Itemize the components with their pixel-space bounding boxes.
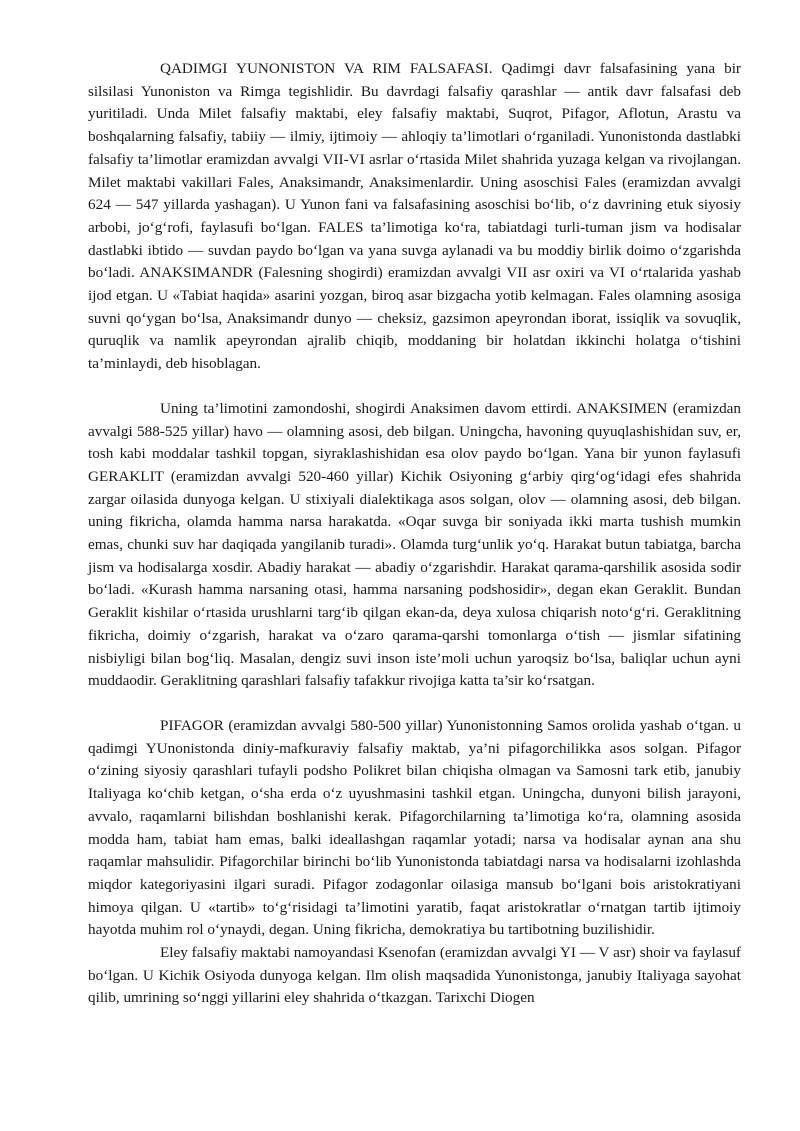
paragraph-greek-roman-philosophy: QADIMGI YUNONISTON VA RIM FALSAFASI. Qadimgi davr falsafasining yana bir silsilasi Yunoniston va Rimga tegishlidir. Bu davrdagi falsafiy qarashlar — antik davr falsafasi deb yuritiladi. Unda Milet falsafiy maktabi, eley falsafiy maktabi, Suqrot, Pifagor, Aflotun, Arastu va boshqalarning falsafiy, tabiiy — ilmiy, ijtimoiy — ahloqiy ta’limotlari o‘rganiladi. Yunonistonda dastlabki falsafiy ta’limotlar eramizdan avvalgi VII-VI asrlar o‘rtasida Milet shahrida yuzaga kelgan va rivojlangan. Milet maktabi vakillari Fales, Anaksimandr, Anaksimenlardir. Uning asoschisi Fales (eramizdan avvalgi 624 — 547 yillarda yashagan). U Yunon fani va falsafasining asoschisi bo‘lib, o‘z davrining etuk siyosiy arbobi, jo‘g‘rofi, faylasufi bo‘lgan. FALES ta’limotiga ko‘ra, tabiatdagi turli-tuman jism va hodisalar dastlabki ibtido — suvdan paydo bo‘lgan va yana suvga aylanadi va bu moddiy birlik doimo o‘zgarishda bo‘ladi. ANAKSIMANDR (Falesning shogirdi) eramizdan avvalgi VII asr oxiri va VI o‘rtalarida yashab ijod etgan. U «Tabiat haqida» asarini yozgan, biroq asar bizgacha yotib kelmagan. Fales olamning asosiga suvni qo‘ygan bo‘lsa, Anaksimandr dunyo — cheksiz, gazsimon apeyrondan iborat, issiqlik va sovuqlik, quruqlik va namlik apeyrondan ajralib chiqib, moddaning bir holatdan ikkinchi holatga o‘tishini ta’minlaydi, deb hisoblagan. [88,60,741,373]
paragraph-anaksimen-geraklit: Uning ta’limotini zamondoshi, shogirdi Anaksimen davom ettirdi. ANAKSIMEN (eramizdan avvalgi 588-525 yillar) havo — olamning asosi, deb bilgan. Uningcha, havoning quyuqlashishidan suv, er, tosh kabi moddalar tashkil topgan, siyraklashishidan esa olov paydo bo‘lgan. Yana bir yunon faylasufi GERAKLIT (eramizdan avvalgi 520-460 yillar) Kichik Osiyoning g‘arbiy qirg‘og‘idagi efes shahrida zargar oilasida dunyoga kelgan. U stixiyali dialektikaga asos solgan, olov — olamning asosi, deb bilgan. uning fikricha, olamda hamma narsa harakatda. «Oqar suvga bir soniyada ikki marta tushish mumkin emas, chunki suv har daqiqada yangilanib turadi». Olamda turg‘unlik yo‘q. Harakat butun tabiatga, barcha jism va hodisalarga xosdir. Abadiy harakat — abadiy o‘zgarishdir. Harakat qarama-qarshilik asosida sodir bo‘ladi. «Kurash hamma narsaning otasi, hamma narsaning podshosidir», degan ekan Geraklit. Bundan Geraklit kishilar o‘rtasida urushlarni targ‘ib qilgan ekan-da, deya xulosa chiqarish noto‘g‘ri. Geraklitning fikricha, doimiy o‘zgarish, harakat va o‘zaro qarama-qarshi tomonlarga o‘tish — jismlar sifatining nisbiyligi bilan bog‘liq. Masalan, dengiz suvi inson iste’moli uchun yaroqsiz bo‘lsa, baliqlar uchun ayni muddaodir. Geraklitning qarashlari falsafiy tafakkur rivojiga katta ta’sir ko‘rsatgan. [88,399,741,690]
paragraph-pifagor: PIFAGOR (eramizdan avvalgi 580-500 yillar) Yunonistonning Samos orolida yashab o‘tgan. u qadimgi YUnonistonda diniy-mafkuraviy falsafiy maktab, ya’ni pifagorchilikka asos solgan. Pifagor o‘zining siyosiy qarashlari tufayli podsho Polikret bilan chiqisha olmagan va Samosni tark etib, janubiy Italiyaga ko‘chib ketgan, o‘sha erda o‘z uyushmasini tashkil etgan. Uningcha, dunyoni bilish jarayoni, avvalo, raqamlarni bilishdan boshlanishi kerak. Pifagorchilarning ta’limotiga ko‘ra, olamning asosida modda ham, tabiat ham emas, balki ideallashgan raqamlar yotadi; narsa va hodisalar aynan ana shu raqamlar mahsulidir. Pifagorchilar birinchi bo‘lib Yunonistonda tabiatdagi narsa va hodisalarni izohlashda miqdor kategoriyasini ilgari suradi. Pifagor zodagonlar oilasiga mansub bo‘lgani bois aristokratiyani himoya qilgan. U «tartib» to‘g‘risidagi ta’limotini yaratib, faqat aristokratlar o‘rnatgan tartib ijtimoiy hayotda muhim rol o‘ynaydi, degan. Uning fikricha, demokratiya bu tartibotning buzilishidir. [88,716,741,939]
document-page [88,58,741,1010]
paragraph-eley-school: Eley falsafiy maktabi namoyandasi Ksenofan (eramizdan avvalgi YI — V asr) shoir va faylasuf bo‘lgan. U Kichik Osiyoda dunyoga kelgan. Ilm olish maqsadida Yunonistonga, janubiy Italiyaga sayohat qilib, umrining so‘nggi yillarini eley shahrida o‘tkazgan. Tarixchi Diogen [88,944,741,1007]
